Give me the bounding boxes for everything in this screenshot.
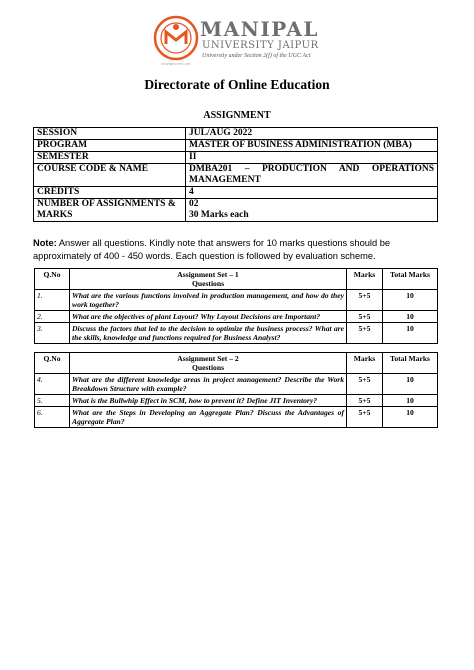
info-value: 4	[186, 187, 438, 199]
question-number: 3.	[35, 323, 70, 344]
info-row	[34, 199, 438, 222]
col-marks: Marks	[347, 269, 383, 290]
question-text: What are the different knowledge areas in project management? Describe the Work Breakdown Structure with example?	[70, 374, 347, 395]
question-marks: 5+5	[347, 374, 383, 395]
info-value: MASTER OF BUSINESS ADMINISTRATION (MBA)	[186, 140, 438, 152]
set-title: Assignment Set – 1	[177, 270, 239, 279]
logo-motto: INSPIRED BY LIFE	[161, 62, 191, 66]
set-title: Assignment Set – 2	[177, 354, 239, 363]
question-total: 10	[383, 290, 438, 311]
info-key: CREDITS	[34, 187, 186, 199]
col-total-marks: Total Marks	[383, 353, 438, 374]
question-total: 10	[383, 407, 438, 428]
question-total: 10	[383, 395, 438, 407]
note-label: Note:	[33, 238, 57, 248]
info-value: DMBA201 – PRODUCTION AND OPERATIONS MANAGEMENT	[186, 164, 438, 187]
question-marks: 5+5	[347, 395, 383, 407]
logo-tagline: University under Section 2(f) of the UGC Act	[202, 53, 311, 59]
question-total: 10	[383, 311, 438, 323]
logo-subname: UNIVERSITY JAIPUR	[202, 40, 319, 51]
table-row	[35, 374, 438, 395]
info-row	[34, 187, 438, 199]
info-row	[34, 128, 438, 140]
page-subtitle: ASSIGNMENT	[203, 110, 271, 121]
marks-each: 30 Marks each	[189, 210, 249, 220]
question-number: 2.	[35, 311, 70, 323]
question-number: 5.	[35, 395, 70, 407]
page-title: Directorate of Online Education	[144, 77, 330, 92]
table-row	[35, 395, 438, 407]
emblem-icon	[152, 14, 200, 62]
question-text: What are the Steps in Developing an Aggregate Plan? Discuss the Advantages of Aggregate Plan?	[70, 407, 347, 428]
question-number: 1.	[35, 290, 70, 311]
assignment-set-2-table	[34, 352, 438, 428]
info-key: NUMBER OF ASSIGNMENTS & MARKS	[34, 199, 186, 222]
table-row	[35, 323, 438, 344]
questions-label: Questions	[191, 363, 225, 372]
info-row	[34, 164, 438, 187]
table-header-row	[35, 353, 438, 374]
info-value: II	[186, 152, 438, 164]
col-qno: Q.No	[35, 269, 70, 290]
question-marks: 5+5	[347, 407, 383, 428]
table-row	[35, 407, 438, 428]
university-logo	[152, 14, 327, 74]
table-row	[35, 311, 438, 323]
assignment-count: 02	[189, 199, 199, 209]
question-marks: 5+5	[347, 323, 383, 344]
question-marks: 5+5	[347, 311, 383, 323]
info-key: SEMESTER	[34, 152, 186, 164]
assignment-set-1-table	[34, 268, 438, 344]
note-text: Answer all questions. Kindly note that answers for 10 marks questions should be approximately of 400 - 450 words. Each question is followed by evaluation scheme.	[33, 238, 391, 261]
question-number: 6.	[35, 407, 70, 428]
col-questions	[70, 353, 347, 374]
info-key: PROGRAM	[34, 140, 186, 152]
table-row	[35, 290, 438, 311]
assignment-info-table	[33, 127, 438, 222]
question-marks: 5+5	[347, 290, 383, 311]
col-questions	[70, 269, 347, 290]
info-row	[34, 140, 438, 152]
info-value: JUL/AUG 2022	[186, 128, 438, 140]
question-text: What is the Bullwhip Effect in SCM, how to prevent it? Define JIT Inventory?	[70, 395, 347, 407]
question-text: What are the various functions involved in production management, and how do they work together?	[70, 290, 347, 311]
instructions-note	[33, 237, 443, 263]
logo-name: MANIPAL	[200, 17, 319, 41]
info-value	[186, 199, 438, 222]
question-total: 10	[383, 323, 438, 344]
info-key: COURSE CODE & NAME	[34, 164, 186, 187]
question-total: 10	[383, 374, 438, 395]
questions-label: Questions	[191, 279, 225, 288]
question-text: What are the objectives of plant Layout? Why Layout Decisions are Important?	[70, 311, 347, 323]
question-text: Discuss the factors that led to the decision to optimize the business process? What are the skills, knowledge and functions required for Business Analyst?	[70, 323, 347, 344]
col-qno: Q.No	[35, 353, 70, 374]
info-key: SESSION	[34, 128, 186, 140]
question-number: 4.	[35, 374, 70, 395]
col-total-marks: Total Marks	[383, 269, 438, 290]
info-row	[34, 152, 438, 164]
col-marks: Marks	[347, 353, 383, 374]
table-header-row	[35, 269, 438, 290]
